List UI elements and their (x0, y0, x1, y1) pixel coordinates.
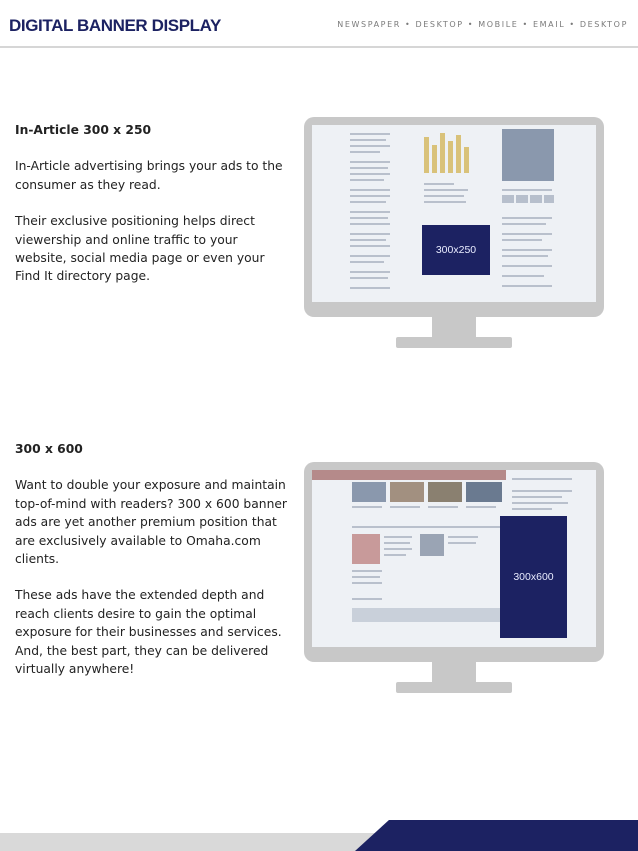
channel-list: NEWSPAPER • DESKTOP • MOBILE • EMAIL • DESKTOP (337, 20, 628, 29)
section-heading: In-Article 300 x 250 (15, 123, 152, 137)
section-paragraph: Their exclusive positioning helps direct viewership and online traffic to your website, social media page or even your Find It directory page. (15, 214, 265, 284)
monitor-screen (304, 117, 604, 317)
in-article-section (15, 121, 290, 304)
300x600-section (15, 440, 290, 696)
monitor-stand-base (396, 337, 512, 348)
ad-300x600-placeholder: 300x600 (500, 516, 567, 638)
monitor-screen (304, 462, 604, 662)
section-heading: 300 x 600 (15, 442, 83, 456)
section-paragraph: Want to double your exposure and maintain top-of-mind with readers? 300 x 600 banner ads are yet another premium position that are exclusively available to Omaha.com clients. (15, 478, 287, 567)
desktop-monitor-mockup (304, 117, 604, 349)
desktop-monitor-mockup (304, 462, 604, 694)
page-title: DIGITAL BANNER DISPLAY (9, 16, 221, 35)
website-screenshot (312, 470, 596, 647)
footer-navy-band (355, 820, 638, 851)
section-paragraph: In-Article advertising brings your ads to the consumer as they read. (15, 159, 283, 192)
header-divider (0, 46, 638, 48)
footer-decoration (0, 820, 638, 851)
monitor-stand-base (396, 682, 512, 693)
section-paragraph: These ads have the extended depth and reach clients desire to gain the optimal exposure for their businesses and services. And, the best part, they can be delivered virtually anywhere! (15, 588, 282, 677)
page-header (0, 0, 638, 48)
ad-300x250-placeholder: 300x250 (422, 225, 490, 275)
monitor-stand-neck (432, 317, 476, 339)
website-screenshot (312, 125, 596, 302)
monitor-stand-neck (432, 662, 476, 684)
